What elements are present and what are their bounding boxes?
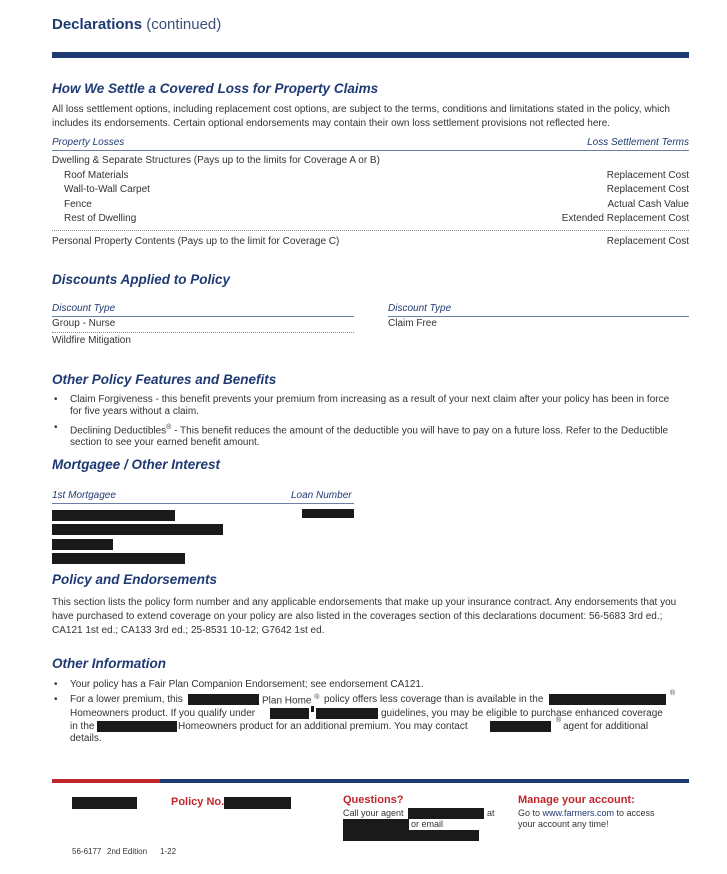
- redacted-text: [316, 708, 378, 719]
- loss-row-term: Extended Replacement Cost: [561, 213, 689, 224]
- first-mortgagee-header: 1st Mortgagee: [52, 490, 116, 501]
- other-info-text: policy offers less coverage than is available in the: [324, 694, 544, 705]
- feature-name: Declining Deductibles: [70, 425, 167, 437]
- bullet-icon: •: [54, 394, 58, 405]
- features-title: Other Policy Features and Benefits: [52, 372, 277, 387]
- registered-mark: ®: [314, 694, 320, 701]
- bullet-icon: •: [54, 679, 58, 690]
- endorsements-text: This section lists the policy form number and any applicable endorsements that make up your insurance contract. Any endorsements that you have purchased to extend coverage on your policy are also listed in the coverages section of this declarations document: 56-5683 3rd ed.; CA121 1st ed.; CA133 3rd ed.; 25-8531 10-12; G7642 1st ed.: [52, 597, 677, 636]
- loss-row-label: Wall-to-Wall Carpet: [64, 184, 150, 195]
- other-info-title: Other Information: [52, 656, 166, 671]
- redacted-policy-number: [224, 797, 291, 809]
- discount-type-header: Discount Type: [388, 303, 452, 314]
- discount-header-rule: [388, 316, 689, 317]
- loss-row-label: Rest of Dwelling: [64, 213, 137, 224]
- at-text: at: [487, 808, 495, 818]
- loss-settlement-terms-header: Loss Settlement Terms: [587, 137, 689, 148]
- manage-account-label: Manage your account:: [518, 794, 635, 806]
- other-info-text: For a lower premium, this: [70, 694, 183, 705]
- discount-type-header: Discount Type: [52, 303, 116, 314]
- farmers-link[interactable]: www.farmers.com: [542, 808, 615, 818]
- redacted-text: [490, 721, 551, 732]
- redacted-mortgagee-address: [52, 524, 223, 535]
- redacted-mortgagee-name: [52, 510, 175, 521]
- loan-number-header: Loan Number: [291, 490, 352, 501]
- loss-settlement-intro: All loss settlement options, including replacement cost options, are subject to the terms, conditions and limitations stated in the policy, which includes its endorsements. Certain optional endorsements may contain their own loss settlement provisions not reflected here.: [52, 104, 670, 129]
- redacted-agent-email: [343, 830, 479, 841]
- feature-item: Claim Forgiveness - this benefit prevents your premium from increasing as a result of your next claim after your policy has been in force for five years without a claim.: [70, 394, 670, 417]
- row-divider: [52, 332, 354, 333]
- dwelling-group-heading: Dwelling & Separate Structures (Pays up to the limits for Coverage A or B): [52, 155, 380, 166]
- other-info-text: Homeowners product. If you qualify under: [70, 708, 256, 719]
- bullet-icon: •: [54, 422, 58, 433]
- other-info-text: in the: [70, 721, 95, 732]
- manage-text-a: Go to: [518, 808, 543, 818]
- discount-item: Group - Nurse: [52, 318, 116, 329]
- loss-row-term: Actual Cash Value: [607, 199, 689, 210]
- discounts-title: Discounts Applied to Policy: [52, 272, 231, 287]
- mortgagee-header-rule: [52, 503, 354, 504]
- call-agent-text: Call your agent: [343, 808, 404, 818]
- loss-settlement-title: How We Settle a Covered Loss for Property Claims: [52, 81, 379, 96]
- manage-text-b: to access: [614, 808, 655, 818]
- endorsements-title: Policy and Endorsements: [52, 572, 218, 587]
- personal-property-label: Personal Property Contents (Pays up to the limit for Coverage C): [52, 236, 340, 247]
- redacted-text: [549, 694, 666, 705]
- redacted-loan-number: [302, 509, 354, 518]
- loss-row-term: Replacement Cost: [606, 170, 689, 181]
- other-info-item: Your policy has a Fair Plan Companion Endorsement; see endorsement CA121.: [70, 679, 424, 690]
- form-edition: 2nd Edition: [107, 847, 148, 856]
- redacted-text: [188, 694, 259, 705]
- redacted-agent-name: [408, 808, 484, 819]
- discount-header-rule: [52, 316, 354, 317]
- header-rule: [52, 52, 689, 58]
- loss-row-label: Fence: [64, 199, 92, 210]
- row-divider: [52, 230, 689, 231]
- feature-desc: - This benefit reduces the amount of the deductible you will have to pay on a future loss. Refer to the Deductible section to see your earned benefit amount.: [70, 425, 669, 449]
- registered-mark: ®: [670, 690, 676, 697]
- form-number: 56-6177: [72, 847, 102, 856]
- other-info-text: details.: [70, 733, 102, 744]
- redacted-insured-name: [72, 797, 137, 809]
- registered-mark: ®: [556, 717, 562, 724]
- bullet-icon: •: [54, 694, 58, 705]
- other-info-text: [262, 694, 319, 706]
- table-header-rule: [52, 150, 689, 151]
- redacted-text: [97, 721, 177, 732]
- plan-home-text: Plan Home: [262, 695, 312, 707]
- personal-property-term: Replacement Cost: [606, 236, 689, 247]
- redacted-mortgagee-address: [52, 553, 185, 564]
- manage-account-text: [518, 808, 655, 818]
- registered-mark: ®: [166, 424, 172, 431]
- footer-rule-red: [52, 779, 160, 783]
- feature-item: [70, 422, 680, 449]
- manage-account-text-2: your account any time!: [518, 819, 609, 829]
- footer-rule-navy: [160, 779, 689, 783]
- form-date: 1-22: [160, 847, 177, 856]
- discount-item: Claim Free: [388, 318, 437, 329]
- other-info-text: Homeowners product for an additional premium. You may contact: [178, 721, 468, 732]
- other-info-text: guidelines, you may be eligible to purchase enhanced coverage: [381, 708, 663, 719]
- other-info-text: agent for additional: [563, 721, 649, 732]
- property-losses-header: Property Losses: [52, 137, 125, 148]
- page-title-continued: (continued): [146, 16, 222, 33]
- page-title-main: Declarations: [52, 16, 143, 33]
- redacted-text: [270, 708, 309, 719]
- loss-row-label: Roof Materials: [64, 170, 129, 181]
- page-title: [52, 16, 221, 33]
- redacted-text: [311, 706, 314, 712]
- policy-number-label: Policy No.: [171, 796, 225, 808]
- mortgagee-title: Mortgagee / Other Interest: [52, 457, 221, 472]
- redacted-agent-phone: [343, 819, 409, 830]
- redacted-mortgagee-address: [52, 539, 113, 550]
- loss-row-term: Replacement Cost: [606, 184, 689, 195]
- questions-label: Questions?: [343, 794, 404, 806]
- or-email-text: or email: [411, 819, 444, 829]
- discount-item: Wildfire Mitigation: [52, 335, 131, 346]
